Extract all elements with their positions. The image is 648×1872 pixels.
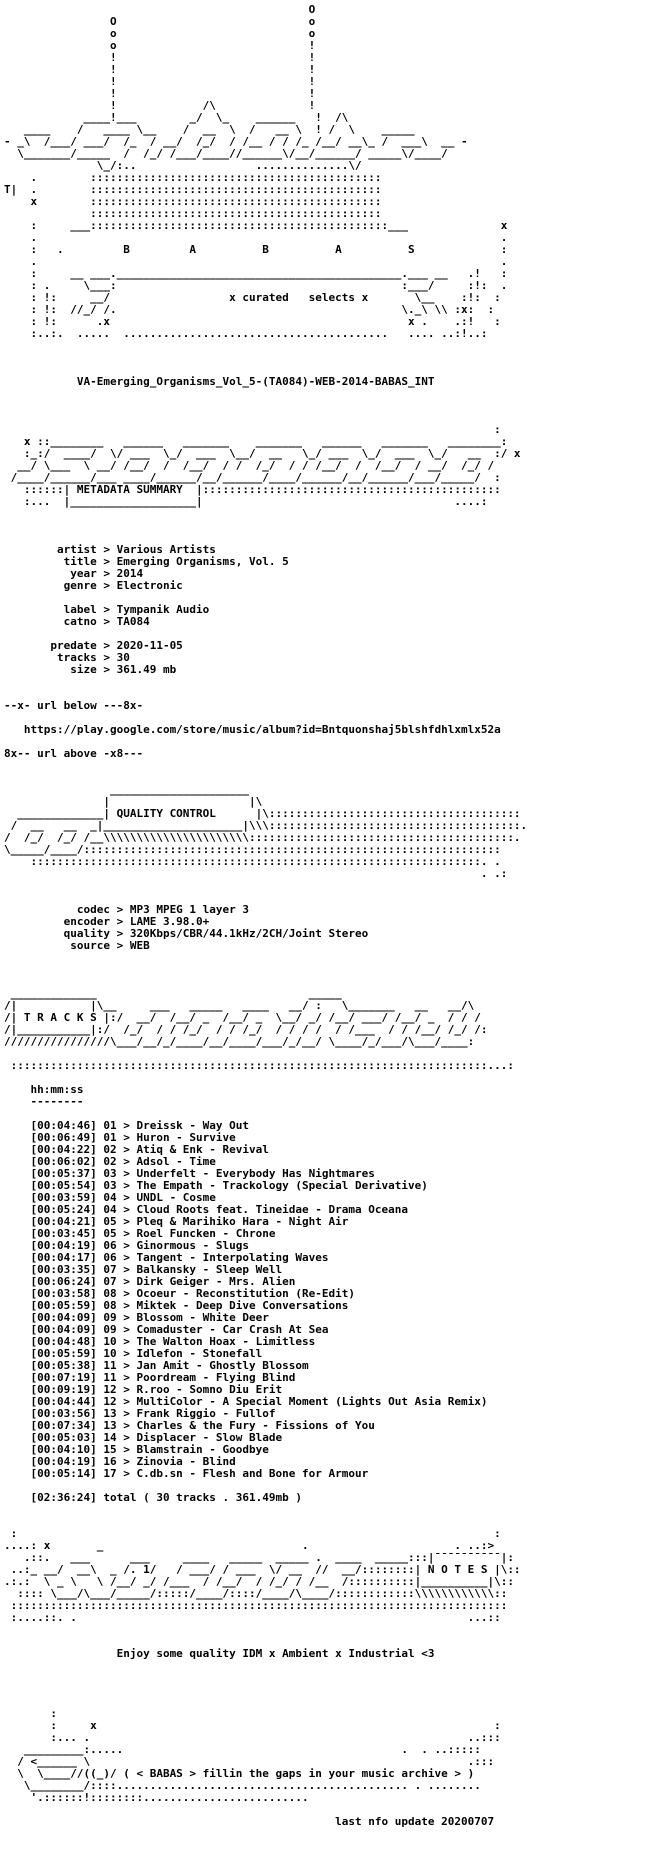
nfo-line: catno > TA084: [4, 615, 150, 628]
nfo-line: ! !: [4, 51, 316, 64]
nfo-line: / /_/ /_/ /__\\\\\\\\\\\\\\\\\\\\\\::::::::::::::::::::::::::::::::::::::::.: [4, 831, 521, 844]
nfo-line: ____!___ _/ \_ ______ ! /\: [4, 111, 349, 124]
nfo-line: [00:04:10] 15 > Blamstrain - Goodbye: [4, 1443, 269, 1456]
nfo-line: ////////////////\___/__/_/____/__/____/___/_/__/ \____/_/___/\___/____:: [4, 1035, 475, 1048]
nfo-line: : ___:::::::::::::::::::::::::::::::::::::::::::::___ x: [4, 219, 508, 232]
nfo-line: encoder > LAME 3.98.0+: [4, 915, 210, 928]
nfo-line: _____________________: [4, 783, 250, 796]
nfo-line: /| |\__ ___ _____ ____ __/ : \_______ __ __/\: [4, 999, 475, 1012]
nfo-line: genre > Electronic: [4, 579, 183, 592]
nfo-line: .::. ___ ___ ____ _____ _____ . ____ _____:::|¯¯¯¯¯¯¯¯¯¯|:: [4, 1551, 514, 1564]
nfo-line: : !: //_/ /. \._\ \\ :x: :: [4, 303, 495, 316]
nfo-line: [00:04:46] 01 > Dreissk - Way Out: [4, 1119, 250, 1132]
nfo-line: /____/______/___ ____/______/__/______/____/______/__/______/___/_____/ :: [4, 471, 501, 484]
nfo-line: O: [4, 4, 316, 16]
nfo-line: . ::::::::::::::::::::::::::::::::::::::::::::: [4, 171, 382, 184]
nfo-line: [00:09:19] 12 > R.roo - Somno Diu Erit: [4, 1383, 283, 1396]
nfo-line: o !: [4, 39, 316, 52]
nfo-line: 8x-- url above -x8---: [4, 747, 144, 760]
nfo-line: VA-Emerging_Organisms_Vol_5-(TA084)-WEB-2014-BABAS_INT: [4, 375, 435, 388]
nfo-line: label > Tympanik Audio: [4, 603, 210, 616]
nfo-line: hh:mm:ss: [4, 1083, 84, 1096]
nfo-line: last nfo update 20200707: [4, 1815, 495, 1828]
nfo-line: [00:06:02] 02 > Adsol - Time: [4, 1155, 216, 1168]
nfo-line: : . \___: :___/ :!: .: [4, 279, 508, 292]
nfo-line: artist > Various Artists: [4, 543, 216, 556]
nfo-line: : :: [4, 1527, 501, 1540]
nfo-line: __/ \___ \ __/ /__/ / /__/ / / /_/ / / /__/ / /__/ / __/ /_/ /: [4, 459, 495, 472]
nfo-line: ::::::::::::::::::::::::::::::::::::::::::::::::::::::::::::::::::::. .: [4, 855, 501, 868]
nfo-line: :..:. ..... ........................................ .... ..:!..:: [4, 327, 488, 340]
nfo-line: : __ ___.___________________________________________.___ __ .! :: [4, 267, 508, 280]
nfo-line: . .: [4, 231, 508, 244]
nfo-line: :: [4, 1707, 57, 1720]
nfo-line: O o: [4, 15, 316, 28]
nfo-line: codec > MP3 MPEG 1 layer 3: [4, 903, 250, 916]
nfo-line: :::: \___/\___/_____/:::::/____/::::/____/\____/::::::::::::\\\\\\\\\\\\::: [4, 1587, 508, 1600]
nfo-line: \_______/_____ / /_/ /___/____//______\/__/______/ _____\/____/: [4, 147, 448, 160]
nfo-line: [00:07:34] 13 > Charles & the Fury - Fissions of You: [4, 1419, 375, 1432]
nfo-line: size > 361.49 mb: [4, 663, 177, 676]
nfo-line: | |\: [4, 795, 263, 808]
nfo-line: [00:05:59] 10 > Idlefon - Stonefall: [4, 1347, 263, 1360]
nfo-line: o o: [4, 27, 316, 40]
nfo-line: :... |___________________| ....:: [4, 495, 488, 508]
nfo-line: [00:03:58] 08 > Ocoeur - Reconstitution (Re-Edit): [4, 1287, 355, 1300]
nfo-line: \________/::::............................................ . ........: [4, 1779, 481, 1792]
nfo-line: / __ __ _|_____________________|\\\::::::::::::::::::::::::::::::::::::::.: [4, 819, 528, 832]
nfo-line: : !: __/ x curated selects x \__ :!: :: [4, 291, 501, 304]
nfo-line: [00:04:44] 12 > MultiColor - A Special Moment (Lights Out Asia Remix): [4, 1395, 488, 1408]
nfo-line: \_____/____/:::::::::::::::::::::::::::::::::::::::::::::::::::::::::::::::: [4, 843, 501, 856]
nfo-line: [00:04:22] 02 > Atiq & Enk - Revival: [4, 1143, 269, 1156]
nfo-line: [00:05:38] 11 > Jan Amit - Ghostly Blossom: [4, 1359, 309, 1372]
nfo-ascii-art: [4, 4, 644, 1828]
nfo-line: [00:04:17] 06 > Tangent - Interpolating Waves: [4, 1251, 329, 1264]
nfo-line: [00:04:19] 16 > Zinovia - Blind: [4, 1455, 236, 1468]
nfo-line: ....: x _ . . ..:>: [4, 1539, 495, 1552]
nfo-line: [00:05:37] 03 > Underfelt - Everybody Has Nightmares: [4, 1167, 375, 1180]
nfo-line: ! !: [4, 63, 316, 76]
nfo-line: ::::::::::::::::::::::::::::::::::::::::::::: [4, 207, 382, 220]
nfo-line: [00:04:48] 10 > The Walton Hoax - Limitless: [4, 1335, 316, 1348]
nfo-line: ::::::| METADATA SUMMARY |:::::::::::::::::::::::::::::::::::::::::::::: [4, 483, 501, 496]
nfo-line: _____________ _____: [4, 987, 342, 1000]
nfo-line: ! !: [4, 87, 316, 100]
nfo-line: year > 2014: [4, 567, 144, 580]
nfo-line: [00:05:14] 17 > C.db.sn - Flesh and Bone for Armour: [4, 1467, 369, 1480]
nfo-line: https://play.google.com/store/music/album?id=Bntquonshaj5blshfdhlxmlx52a: [4, 723, 501, 736]
nfo-line: [00:04:09] 09 > Comaduster - Car Crash At Sea: [4, 1323, 329, 1336]
nfo-line: - _\ /___/ ___/ /_ / __/ /_/ / /__ / / /_ /__/ __\_ / ___\ __ -: [4, 135, 468, 148]
nfo-line: T| . ::::::::::::::::::::::::::::::::::::::::::::: [4, 183, 382, 196]
nfo-line: [00:06:49] 01 > Huron - Survive: [4, 1131, 236, 1144]
nfo-line: : . B A B A S :: [4, 243, 508, 256]
nfo-line: ..:_ __/ __\ _ /. 1/ / ___/ / ___ \/ __ // __/::::::::| N O T E S |\::: [4, 1563, 521, 1576]
nfo-line: tracks > 30: [4, 651, 130, 664]
nfo-line: quality > 320Kbps/CBR/44.1kHz/2CH/Joint Stereo: [4, 927, 369, 940]
nfo-line: '.::::::!::::::::.........................: [4, 1791, 309, 1804]
nfo-line: [00:07:19] 11 > Poordream - Flying Blind: [4, 1371, 296, 1384]
nfo-line: :....::. . ...::: [4, 1611, 501, 1624]
nfo-line: [00:05:54] 03 > The Empath - Trackology (Special Derivative): [4, 1179, 428, 1192]
nfo-line: [00:04:21] 05 > Pleq & Marihiko Hara - Night Air: [4, 1215, 349, 1228]
nfo-line: [00:03:45] 05 > Roel Funcken - Chrone: [4, 1227, 276, 1240]
nfo-line: [00:06:24] 07 > Dirk Geiger - Mrs. Alien: [4, 1275, 296, 1288]
nfo-line: [00:05:59] 08 > Miktek - Deep Dive Conversations: [4, 1299, 349, 1312]
nfo-line: ! /\ !: [4, 99, 316, 112]
nfo-line: source > WEB: [4, 939, 150, 952]
nfo-line: . .: [4, 255, 508, 268]
nfo-line: predate > 2020-11-05: [4, 639, 183, 652]
nfo-line: x ::________ ______ _______ _______ ______ _______ ________:: [4, 435, 508, 448]
nfo-line: ____ / ____ \__ / __ \ / __ \ ! / \ _____: [4, 123, 415, 136]
nfo-line: . .:: [4, 867, 508, 880]
nfo-line: : !: .x x . .:! :: [4, 315, 501, 328]
nfo-line: x ::::::::::::::::::::::::::::::::::::::::::::: [4, 195, 382, 208]
nfo-line: _____________| QUALITY CONTROL |\::::::::::::::::::::::::::::::::::::::: [4, 807, 521, 820]
nfo-line: [00:03:35] 07 > Balkansky - Sleep Well: [4, 1263, 283, 1276]
nfo-line: _________:..... . . ..:::::: [4, 1743, 481, 1756]
nfo-line: [00:05:24] 04 > Cloud Roots feat. Tineidae - Drama Oceana: [4, 1203, 408, 1216]
nfo-line: \_/:.. ..............\/: [4, 159, 362, 172]
nfo-line: [02:36:24] total ( 30 tracks . 361.49mb ): [4, 1491, 303, 1504]
nfo-line: /|___________|:/ /_/ / / /_/ / / /_/ / / / / / /___ / / /__/ /_/ /:: [4, 1023, 488, 1036]
nfo-line: [00:04:19] 06 > Ginormous - Slugs: [4, 1239, 250, 1252]
nfo-line: ::::::::::::::::::::::::::::::::::::::::::::::::::::::::::::::::::::::::...:: [4, 1059, 514, 1072]
nfo-line: --x- url below ---8x-: [4, 699, 144, 712]
nfo-line: [00:03:59] 04 > UNDL - Cosme: [4, 1191, 216, 1204]
nfo-line: Enjoy some quality IDM x Ambient x Industrial <3: [4, 1647, 435, 1660]
nfo-line: :: [4, 423, 501, 436]
nfo-line: --------: [4, 1095, 84, 1108]
nfo-line: :... . ..:::: [4, 1731, 501, 1744]
nfo-line: .:.: \ _ \ \ /__/ _/ /___ / /__/ / /_/ / /__ /::::::::::|__________|\::: [4, 1575, 514, 1588]
nfo-line: \ \____//((_)/ ( < BABAS > fillin the gaps in your music archive > ): [4, 1767, 475, 1780]
nfo-line: :::::::::::::::::::::::::::::::::::::::::::::::::::::::::::::::::::::::::::: [4, 1599, 508, 1612]
nfo-line: [00:03:56] 13 > Frank Riggio - Fullof: [4, 1407, 276, 1420]
nfo-line: : x :: [4, 1719, 501, 1732]
nfo-line: ! !: [4, 75, 316, 88]
nfo-line: /| T R A C K S |:/ __/ /__/ _ /__/ _ \__/ _/ /__/ ___/ /__/ _ / / /: [4, 1011, 481, 1024]
nfo-line: [00:05:03] 14 > Displacer - Slow Blade: [4, 1431, 283, 1444]
nfo-line: title > Emerging Organisms, Vol. 5: [4, 555, 289, 568]
nfo-line: :_:/ ____/ \/ ___ \_/ ___ \__/ __ \_/ ___ \_/ ___ \_/ __ :/ x: [4, 447, 521, 460]
nfo-line: [00:04:09] 09 > Blossom - White Deer: [4, 1311, 269, 1324]
nfo-line: / <______ \ .:::: [4, 1755, 495, 1768]
